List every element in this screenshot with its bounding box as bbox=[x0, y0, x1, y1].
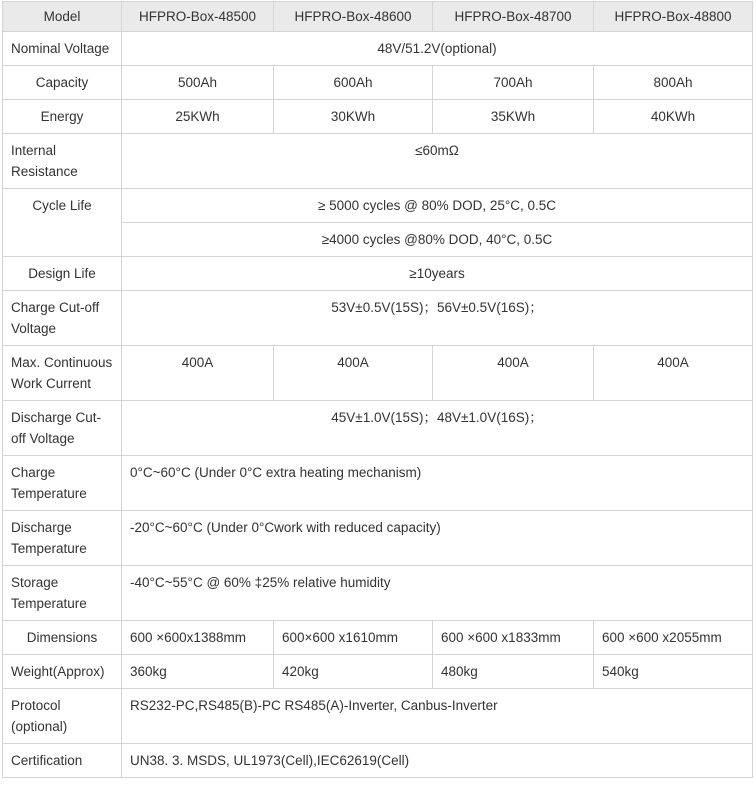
cell-value: 400A bbox=[122, 346, 274, 401]
row-discharge-temperature bbox=[3, 511, 753, 566]
row-value: RS232-PC,RS485(B)-PC RS485(A)-Inverter, Canbus-Inverter bbox=[122, 689, 753, 744]
cell-value: 540kg bbox=[594, 655, 753, 689]
row-weight bbox=[3, 655, 753, 689]
header-row bbox=[3, 2, 753, 32]
cell-value: 480kg bbox=[433, 655, 594, 689]
row-label: Design Life bbox=[3, 257, 122, 291]
cell-value: 600 ×600x1388mm bbox=[122, 621, 274, 655]
cell-value: 500Ah bbox=[122, 66, 274, 100]
row-label: Charge Cut-off Voltage bbox=[3, 291, 122, 346]
row-label: Storage Temperature bbox=[3, 566, 122, 621]
row-charge-cutoff bbox=[3, 291, 753, 346]
row-discharge-cutoff bbox=[3, 401, 753, 456]
row-label: Protocol (optional) bbox=[3, 689, 122, 744]
cell-value: 40KWh bbox=[594, 100, 753, 134]
cell-value: 700Ah bbox=[433, 66, 594, 100]
row-label: Charge Temperature bbox=[3, 456, 122, 511]
row-value: ≤60mΩ bbox=[122, 134, 753, 189]
model-name: HFPRO-Box-48600 bbox=[274, 2, 433, 32]
cell-value: 400A bbox=[594, 346, 753, 401]
row-label: Weight(Approx) bbox=[3, 655, 122, 689]
row-label: Discharge Temperature bbox=[3, 511, 122, 566]
row-label: Energy bbox=[3, 100, 122, 134]
cell-value: 35KWh bbox=[433, 100, 594, 134]
row-energy bbox=[3, 100, 753, 134]
header-label: Model bbox=[3, 2, 122, 32]
model-name: HFPRO-Box-48700 bbox=[433, 2, 594, 32]
row-label: Certification bbox=[3, 744, 122, 778]
row-label: Capacity bbox=[3, 66, 122, 100]
row-label: Discharge Cut-off Voltage bbox=[3, 401, 122, 456]
cell-value: 30KWh bbox=[274, 100, 433, 134]
row-internal-resistance bbox=[3, 134, 753, 189]
row-label: Max. Continuous Work Current bbox=[3, 346, 122, 401]
cell-value: 360kg bbox=[122, 655, 274, 689]
row-label: Nominal Voltage bbox=[3, 32, 122, 66]
row-value: UN38. 3. MSDS, UL1973(Cell),IEC62619(Cell) bbox=[122, 744, 753, 778]
cell-value: 600Ah bbox=[274, 66, 433, 100]
row-label: Internal Resistance bbox=[3, 134, 122, 189]
row-value: ≥10years bbox=[122, 257, 753, 291]
row-label: Dimensions bbox=[3, 621, 122, 655]
row-value: ≥4000 cycles @80% DOD, 40°C, 0.5C bbox=[122, 223, 753, 257]
row-value: -20°C~60°C (Under 0°Cwork with reduced capacity) bbox=[122, 511, 753, 566]
cell-value: 400A bbox=[433, 346, 594, 401]
row-max-current bbox=[3, 346, 753, 401]
model-name: HFPRO-Box-48800 bbox=[594, 2, 753, 32]
row-value: -40°C~55°C @ 60% ‡25% relative humidity bbox=[122, 566, 753, 621]
row-value: 45V±1.0V(15S)；48V±1.0V(16S)； bbox=[122, 401, 753, 456]
cell-value: 400A bbox=[274, 346, 433, 401]
row-protocol bbox=[3, 689, 753, 744]
row-design-life bbox=[3, 257, 753, 291]
model-name: HFPRO-Box-48500 bbox=[122, 2, 274, 32]
row-dimensions bbox=[3, 621, 753, 655]
spec-table bbox=[2, 1, 753, 778]
cell-value: 600×600 x1610mm bbox=[274, 621, 433, 655]
row-cycle-life bbox=[3, 189, 753, 223]
row-value: ≥ 5000 cycles @ 80% DOD, 25°C, 0.5C bbox=[122, 189, 753, 223]
cell-value: 25KWh bbox=[122, 100, 274, 134]
cell-value: 420kg bbox=[274, 655, 433, 689]
row-storage-temperature bbox=[3, 566, 753, 621]
row-nominal-voltage bbox=[3, 32, 753, 66]
cell-value: 600 ×600 x1833mm bbox=[433, 621, 594, 655]
row-value: 0°C~60°C (Under 0°C extra heating mechanism) bbox=[122, 456, 753, 511]
row-label: Cycle Life bbox=[3, 189, 122, 257]
row-value: 48V/51.2V(optional) bbox=[122, 32, 753, 66]
cell-value: 800Ah bbox=[594, 66, 753, 100]
row-charge-temperature bbox=[3, 456, 753, 511]
cell-value: 600 ×600 x2055mm bbox=[594, 621, 753, 655]
row-value: 53V±0.5V(15S)；56V±0.5V(16S)； bbox=[122, 291, 753, 346]
row-capacity bbox=[3, 66, 753, 100]
row-certification bbox=[3, 744, 753, 778]
